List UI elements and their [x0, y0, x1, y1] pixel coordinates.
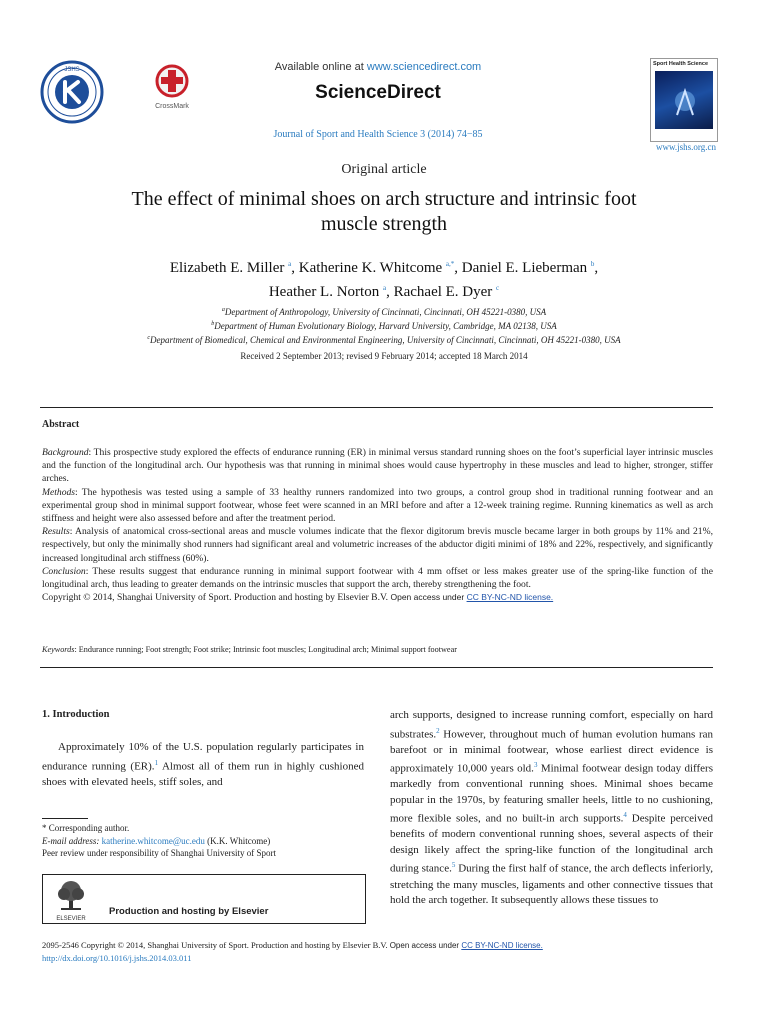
affiliations — [40, 304, 728, 346]
intro-paragraph-right: arch supports, designed to increase running comfort, especially on hard substrates.$^2$ However, throughout much of human evolution humans ran barefoot or in minimal footwear, whose earliest direct evidence is approximately 10,000 years old.$^3$ Minimal footwear design today differs markedly from conventional running shoes. Minimal shoes became popular in the 1970s, by featuring smaller heels, little to no cushioning, more flexible soles, and no built-in arch supports.$^4$ Despite perceived benefits of modern conventional running shoes, several aspects of their design likely affect the spring-like function of the longitudinal arch during stance.$^5$ During the first half of stance, the arch deflects inferiorly, stretching the many muscles, ligaments and other connective tissues that hold the arch together. It subsequently allows these tissues to — [390, 709, 713, 907]
footer-copyright: 2095-2546 Copyright © 2014, Shanghai University of Sport. Production and hosting by Elsevier B.V. Open access under CC BY-NC-ND license. — [42, 940, 543, 950]
footnote-rule — [42, 818, 88, 819]
author-name: Rachael E. Dyer — [393, 284, 493, 300]
keywords: Keywords: Endurance running; Foot strength; Foot strike; Intrinsic foot muscles; Longitudinal arch; Minimal support footwear — [42, 645, 457, 654]
journal-cover — [650, 58, 718, 142]
cover-image — [655, 71, 713, 129]
author-name: Katherine K. Whitcome — [298, 260, 443, 276]
email-line: E-mail address: katherine.whitcome@uc.edu (K.K. Whitcome) — [42, 835, 271, 846]
abstract-copyright: Copyright © 2014, Shanghai University of Sport. Production and hosting by Elsevier B.V. Open access under CC BY-NC-ND license. — [42, 592, 554, 604]
cover-title: Sport Health Science — [653, 61, 709, 67]
journal-website[interactable]: www.jshs.org.cn — [656, 142, 716, 152]
author-name: Heather L. Norton — [268, 284, 380, 300]
abstract-conclusion: Conclusion: These results suggest that endurance running in minimal support footwear with 4 mm offset or less makes greater use of the spring-like function of the longitudinal arch, thus leading to greater demands on the intrinsic muscles that support the arch, thereby strengthening the foot. — [42, 565, 713, 591]
affiliation: $^b$Department of Human Evolutionary Biology, Harvard University, Cambridge, MA 02138, USA — [211, 321, 557, 331]
affiliation: $^c$Department of Biomedical, Chemical and Environmental Engineering, University of Cincinnati, Cincinnati, OH 45221-0380, USA — [147, 335, 621, 345]
license-link[interactable]: CC BY-NC-ND license. — [466, 592, 554, 603]
abstract-background: Background: This prospective study explored the effects of endurance running (ER) in minimal versus standard running shoes on the foot’s superficial layer intrinsic muscles and the function of the longitudinal arch. Our hypothesis was that running in minimal shoes would cause hypertrophy in these muscles and lead to higher, stronger, stiffer arches. — [42, 447, 713, 485]
doi-link[interactable]: http://dx.doi.org/10.1016/j.jshs.2014.03.011 — [42, 953, 192, 963]
elsevier-tree-icon — [49, 879, 93, 922]
intro-paragraph-left: Approximately 10% of the U.S. population regularly participates in endurance running (ER).$^1$ Almost all of them run in highly cushioned shoes with elevated heels, stiff soles, and — [42, 741, 364, 788]
article-type: Original article — [341, 162, 427, 177]
abstract-bottom-rule — [40, 667, 713, 668]
elsevier-label: ELSEVIER — [56, 916, 86, 922]
crossmark-icon[interactable] — [148, 64, 196, 112]
elsevier-box — [42, 874, 366, 924]
footer-license-link[interactable]: CC BY-NC-ND license. — [461, 941, 543, 950]
footnotes — [42, 822, 364, 860]
abstract-results: Results: Analysis of anatomical cross-sectional areas and muscle volumes indicate that the flexor digitorum brevis muscle became larger in both groups by 11% and 21%, respectively, but only the minimally shod runners had significant areal and volumetric increases of the abductor digiti minimi of 18% and 22%, respectively, and significantly increased longitudinal arch stiffness (60%). — [42, 526, 713, 564]
sciencedirect-link[interactable]: www.sciencedirect.com — [366, 61, 482, 73]
peer-review: Peer review under responsibility of Shanghai University of Sport — [42, 848, 276, 859]
sciencedirect-logo: ScienceDirect — [315, 82, 441, 103]
crossmark-label: CrossMark — [155, 103, 189, 110]
abstract-body — [42, 446, 713, 604]
available-online: Available online at www.sciencedirect.com — [274, 61, 482, 73]
author-name: Daniel E. Lieberman — [461, 260, 588, 276]
journal-logo-text: JSHS — [64, 67, 80, 73]
received-dates: Received 2 September 2013; revised 9 February 2014; accepted 18 March 2014 — [240, 351, 528, 361]
section-heading-introduction: 1. Introduction — [42, 709, 110, 720]
journal-logo — [40, 60, 104, 124]
abstract-methods: Methods: The hypothesis was tested using a sample of 33 healthy runners randomized into two groups, a control group shod in traditional running footwear and an experimental group shod in minimal support footwear, whose feet were scanned in an MRI before and after a 12-week training regime. Running kinematics as well as arch stiffness and height were also assessed before and after the treatment period. — [42, 486, 713, 525]
abstract-top-rule — [40, 407, 713, 408]
author-name: Elizabeth E. Miller — [169, 260, 285, 276]
production-hosting: Production and hosting by Elsevier — [109, 906, 269, 917]
abstract-heading: Abstract — [42, 419, 80, 430]
corresponding-author: * Corresponding author. — [42, 823, 130, 833]
affiliation: $^a$Department of Anthropology, University of Cincinnati, Cincinnati, OH 45221-0380, USA — [221, 307, 547, 317]
email-link[interactable]: katherine.whitcome@uc.edu — [101, 835, 205, 846]
author-list: Elizabeth E. Miller $^a$, Katherine K. Whitcome $^{a,*}$, Daniel E. Lieberman $^b$, Heather L. Norton $^a$, Rachael E. Dyer $^c$ — [169, 260, 599, 300]
journal-citation: Journal of Sport and Health Science 3 (2014) 74−85 — [273, 129, 483, 140]
article-title: The effect of minimal shoes on arch structure and intrinsic foot muscle strength — [131, 188, 637, 235]
